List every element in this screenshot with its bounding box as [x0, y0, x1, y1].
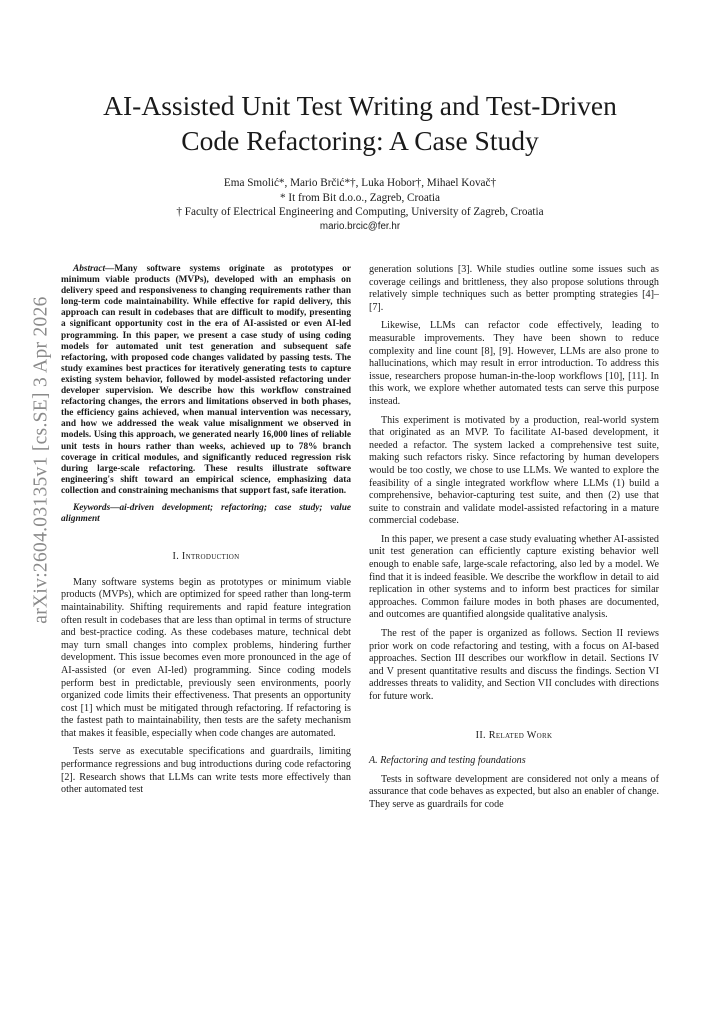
affiliation-2: † Faculty of Electrical Engineering and Computing, University of Zagreb, Croatia [176, 206, 544, 219]
affiliation-1: * It from Bit d.o.o., Zagreb, Croatia [279, 191, 440, 204]
abstract-text: —Many software systems originate as prototypes or minimum viable products (MVPs), developed with an emphasis on delivery speed and responsiveness to changing requirements rather than long-term code maintainability. While effective for rapid delivery, this approach can result in codebases that are difficult to modify, presenting a significant opportunity cost in the era of AI-assisted or even AI-led programming. In this paper, we present a case study of using coding models for automated unit test generation and subsequent safe refactoring, with proposed code changes validated by passing tests. The study examines best practices for iteratively generating tests to capture existing system behavior, followed by model-assisted refactoring under developer supervision. We describe how this workflow constrained refactoring changes, the errors and limitations observed in both phases, the efficiency gains achieved, when manual intervention was necessary, and how we addressed the weak value misalignment we observed in models. Using this approach, we generated nearly 16,000 lines of reliable unit tests in hours rather than weeks, achieved up to 78% branch coverage in critical modules, and significantly reduced regression risk during large-scale refactoring. These results illustrate software engineering's shift toward an empirical science, emphasizing data collection and constraining mechanisms that support fast, safe iteration. [61, 264, 351, 496]
intro-paragraph-3: Likewise, LLMs can refactor code effectively, leading to measurable improvements. They have been shown to reduce complexity and line count [8], [9]. However, LLMs are also prone to hallucinations, which may result in error introduction. To address this issue, researchers propose human-in-the-loop workflows [10], [11]. In this work, we explore whether automated tests can serve this purpose instead. [369, 320, 659, 407]
intro-paragraph-2-end: generation solutions [3]. While studies outline some issues such as coverage ceilings and brittleness, they also propose solutions through relatively simple techniques such as better prompting strategies [4]–[7]. [369, 264, 659, 313]
author-email: mario.brcic@fer.hr [319, 220, 401, 232]
author-names: Ema Smolić*, Mario Brčić*†, Luka Hobor†, Mihael Kovač† [223, 177, 497, 189]
section-heading-introduction: I. Introduction [172, 551, 240, 563]
left-column [61, 264, 351, 803]
intro-paragraph-6: The rest of the paper is organized as follows. Section II reviews prior work on code refactoring and testing, with a focus on AI-based approaches. Section III describes our workflow in detail. Sections IV and V present quantitative results and discuss the findings. Section VI addresses threats to validity, and Section VII concludes with directions for future work. [369, 628, 659, 702]
paper-title [60, 88, 660, 158]
abstract [61, 264, 351, 497]
right-column [369, 264, 659, 818]
related-paragraph-1: Tests in software development are considered not only a means of assurance that code behaves as expected, but also an enabler of change. They serve as guardrails for code [369, 773, 659, 810]
section-heading-related-work: II. Related Work [475, 729, 553, 741]
intro-paragraph-4: This experiment is motivated by a production, real-world system that originated as an MVP. To facilitate AI-based development, it needed a refactor. The system lacked a comprehensive test suite, making such refactors risky. Since refactoring by human developers would be too costly, we chose to use LLMs. We wanted to explore the feasibility of a single integrated workflow where LLMs (1) build a comprehensive, behavior-capturing test suite, and then (2) use that suite to constrain and validate model-assisted refactoring in a mature commercial codebase. [369, 414, 659, 527]
keywords: Keywords—ai-driven development; refactoring; case study; value alignment [61, 502, 351, 525]
intro-paragraph-1: Many software systems begin as prototypes or minimum viable products (MVPs), which are optimized for speed rather than long-term maintainability. Shifting requirements and rapid feature integration often result in codebases that are less than optimal in terms of structure and best-practice coding. As these codebases mature, technical debt may turn small changes into complex problems, hindering further development. This issue becomes even more pronounced in the age of AI-assisted (or even AI-led) programming. Since coding models perform best in predictable, previously seen environments, poorly organized code limits their effectiveness. That presents an opportunity cost [1] which must be mitigated through refactoring. If refactoring is the fastest path to maintainability, then tests are the safety mechanism that makes it feasible, especially when code changes are automated. [61, 576, 351, 739]
intro-paragraph-5: In this paper, we present a case study evaluating whether AI-assisted unit test generation can efficiently capture existing behavior well enough to enable safe, large-scale refactoring, also led by a model. We find that it is indeed feasible. We describe the workflow in detail to aid replication in other systems and to inform best practices for similar approaches. Common failure modes in both phases are documented, and outcomes are quantified alongside qualitative analysis. [369, 533, 659, 621]
subsection-heading-foundations: A. Refactoring and testing foundations [369, 755, 526, 767]
arxiv-side-stamp [22, 260, 62, 660]
abstract-lead: Abstract [73, 264, 106, 274]
arxiv-identifier: arXiv:2604.03135v1 [cs.SE] 3 Apr 2026 [31, 296, 52, 624]
title-line-1: AI-Assisted Unit Test Writing and Test-Driven [103, 90, 617, 121]
author-block [60, 176, 660, 234]
title-line-2: Code Refactoring: A Case Study [181, 125, 539, 156]
intro-paragraph-2-start: Tests serve as executable specifications and guardrails, limiting performance regressions and bug introductions during code refactoring [2]. Research shows that LLMs can write tests more effectively than other automated test [61, 746, 351, 796]
